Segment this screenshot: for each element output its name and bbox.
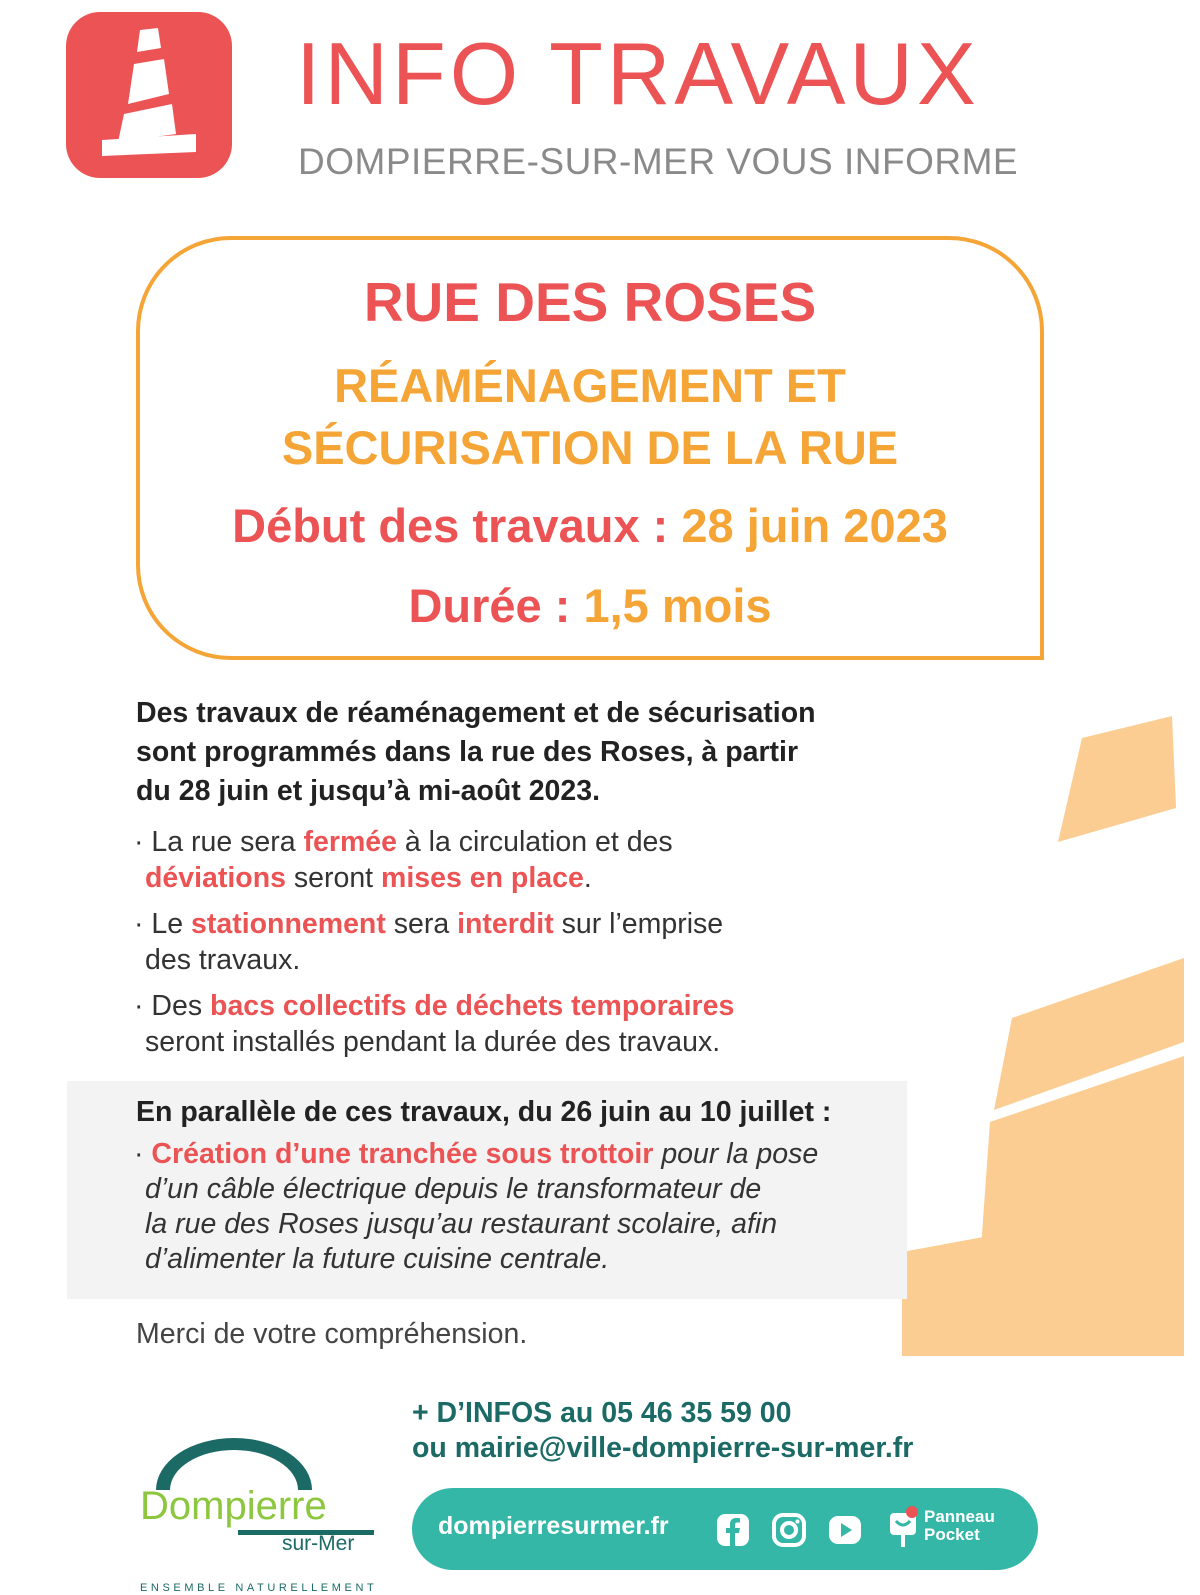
bullet-highlight: mises en place (381, 862, 584, 894)
bullet-highlight: fermée (303, 826, 397, 858)
thanks-text: Merci de votre compréhension. (136, 1318, 528, 1350)
intro-paragraph (136, 694, 956, 811)
bullet-text: sera (385, 908, 458, 940)
duration-label: Durée : (408, 579, 571, 632)
website-link[interactable]: dompierresurmer.fr (438, 1512, 669, 1540)
bullet-highlight: déviations (145, 862, 286, 894)
bullet-highlight: stationnement (191, 908, 386, 940)
bullet-highlight: interdit (457, 908, 554, 940)
facebook-icon[interactable] (716, 1513, 750, 1547)
logo-name: Dompierre (140, 1484, 327, 1528)
bullet-highlight: bacs collectifs de déchets temporaires (210, 990, 735, 1022)
bullet-text: seront (285, 862, 382, 894)
logo-subname: sur-Mer (282, 1532, 355, 1555)
youtube-icon[interactable] (828, 1513, 862, 1547)
instagram-icon[interactable] (772, 1513, 806, 1547)
intro-line: Des travaux de réaménagement et de sécurisation (136, 697, 816, 729)
intro-line: sont programmés dans la rue des Roses, à partir (136, 736, 799, 768)
bullet-list (134, 824, 894, 1070)
bullet-item: · Le stationnement sera interdit sur l’emprise des travaux. (134, 906, 894, 978)
pocket-line: Pocket (924, 1525, 980, 1544)
traffic-cone-icon (66, 12, 232, 178)
parallel-line: pour la pose (653, 1138, 819, 1170)
footer-bar (412, 1488, 1038, 1570)
parallel-line: d’alimenter la future cuisine centrale. (145, 1243, 610, 1275)
bullet-text: Le (151, 908, 192, 940)
pocket-line: Panneau (924, 1507, 995, 1526)
panneaupocket-icon[interactable] (888, 1505, 920, 1549)
bullet-text: . (583, 862, 592, 894)
duration (140, 578, 1040, 633)
parallel-works-text: · Création d’une tranchée sous trottoir pour la pose d’un câble électrique depuis le transformateur de la rue des Roses jusqu’au restaurant scolaire, afin d’alimenter la future cuisine centrale. (134, 1137, 924, 1277)
page-subtitle: DOMPIERRE-SUR-MER VOUS INFORME (298, 141, 1019, 182)
contact-email[interactable]: ou mairie@ville-dompierre-sur-mer.fr (412, 1432, 914, 1464)
contact-phone[interactable]: + D’INFOS au 05 46 35 59 00 (412, 1397, 792, 1429)
works-type-line-1: RÉAMÉNAGEMENT ET (334, 359, 846, 412)
parallel-line: la rue des Roses jusqu’au restaurant scolaire, afin (145, 1208, 778, 1240)
start-label: Début des travaux : (232, 499, 669, 552)
page-title: INFO TRAVAUX (296, 24, 980, 123)
start-value: 28 juin 2023 (681, 499, 948, 552)
bullet-item: · La rue sera fermée à la circulation et des déviations seront mises en place. (134, 826, 673, 894)
logo-tagline: ENSEMBLE NATURELLEMENT (140, 1582, 378, 1594)
bullet-text: à la circulation et des (397, 826, 673, 858)
works-type-line-2: SÉCURISATION DE LA RUE (281, 421, 899, 474)
bullet-text: Des (151, 990, 211, 1022)
works-info-frame (136, 236, 1044, 660)
bullet-text: La rue sera (151, 826, 304, 858)
street-name: RUE DES ROSES (363, 271, 817, 333)
bullet-item: · Des bacs collectifs de déchets temporaires seront installés pendant la durée des travaux. (134, 988, 894, 1060)
contact-info (412, 1396, 913, 1466)
duration-value: 1,5 mois (583, 579, 772, 632)
info-travaux-logo (66, 12, 232, 178)
parallel-highlight: Création d’une tranchée sous trottoir (151, 1138, 654, 1170)
parallel-line: d’un câble électrique depuis le transformateur de (145, 1173, 762, 1205)
bullet-text: sur l’emprise (553, 908, 724, 940)
parallel-works-title: En parallèle de ces travaux, du 26 juin au 10 juillet : (136, 1096, 832, 1128)
bullet-text: des travaux. (145, 944, 301, 976)
bullet-text: seront installés pendant la durée des travaux. (145, 1026, 721, 1058)
intro-line: du 28 juin et jusqu’à mi-août 2023. (136, 775, 601, 807)
start-date (140, 498, 1040, 553)
panneaupocket-label (924, 1508, 995, 1544)
